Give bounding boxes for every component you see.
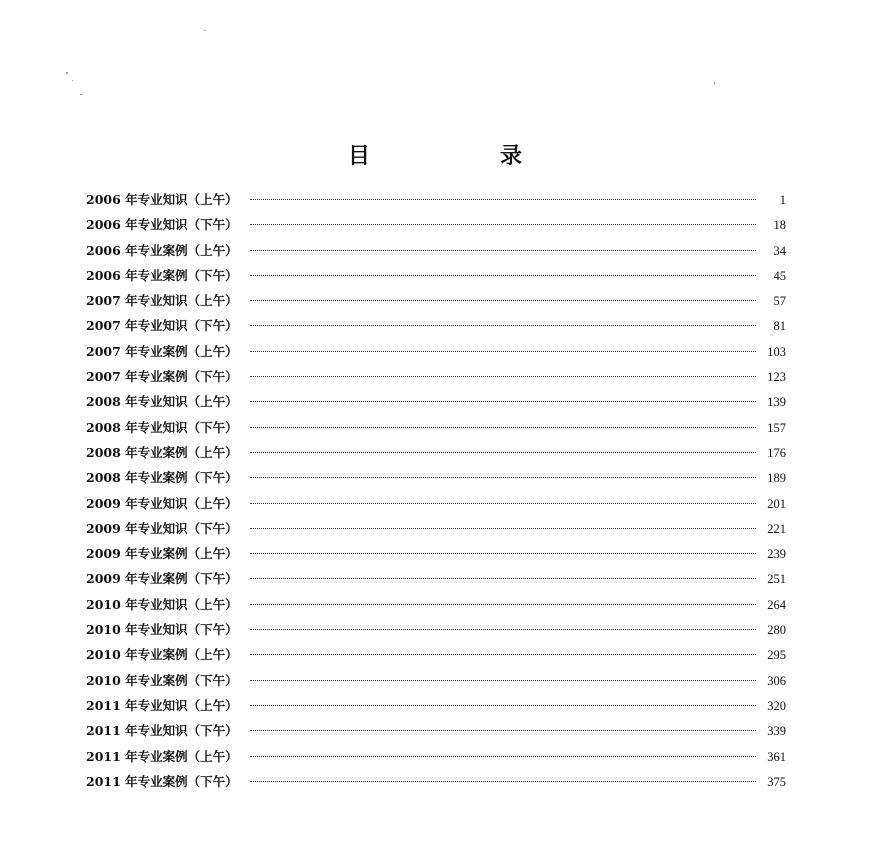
- toc-entry-page-number: 251: [767, 572, 786, 587]
- toc-entry-page-number: 139: [767, 395, 786, 410]
- toc-entry-label: 2011 年专业案例（下午）: [86, 773, 238, 789]
- toc-entry-page-number: 123: [767, 370, 786, 385]
- toc-entry-label: 2007 年专业知识（上午）: [86, 293, 238, 309]
- toc-entry[interactable]: [86, 620, 786, 645]
- toc-entry-label: 2007 年专业案例（上午）: [86, 343, 238, 359]
- toc-entry-label: 2009 年专业知识（上午）: [86, 495, 238, 511]
- dot-leader: [250, 376, 756, 377]
- toc-entry[interactable]: [86, 241, 786, 266]
- toc-entry-label: 2008 年专业案例（下午）: [86, 470, 238, 486]
- toc-entry-page-number: 264: [767, 597, 786, 612]
- dot-leader: [250, 705, 756, 706]
- toc-entry[interactable]: [86, 645, 786, 670]
- toc-entry[interactable]: [86, 367, 786, 392]
- dot-leader: [250, 300, 756, 301]
- dot-leader: [250, 553, 756, 554]
- scan-speck: [204, 30, 206, 31]
- toc-entry-label: 2010 年专业知识（上午）: [86, 596, 238, 612]
- toc-entry[interactable]: [86, 392, 786, 417]
- toc-entry[interactable]: [86, 747, 786, 772]
- dot-leader: [250, 275, 756, 276]
- toc-entry-label: 2006 年专业知识（上午）: [86, 192, 238, 207]
- toc-entry-page-number: 189: [767, 471, 786, 486]
- toc-entry-label: 2011 年专业案例（上午）: [86, 748, 238, 764]
- toc-entry[interactable]: [86, 569, 786, 594]
- toc-entry-label: 2011 年专业知识（上午）: [86, 697, 238, 713]
- dot-leader: [250, 680, 756, 681]
- table-of-contents: [86, 190, 786, 797]
- toc-entry[interactable]: [86, 291, 786, 316]
- scan-speck: [80, 94, 83, 95]
- dot-leader: [250, 781, 756, 782]
- toc-entry-page-number: 103: [767, 344, 786, 359]
- toc-entry-label: 2009 年专业知识（下午）: [86, 520, 238, 536]
- toc-entry-page-number: 295: [767, 648, 786, 663]
- toc-entry-page-number: 306: [767, 673, 786, 688]
- toc-entry[interactable]: [86, 316, 786, 341]
- toc-entry-label: 2008 年专业知识（上午）: [86, 394, 238, 410]
- toc-entry-label: 2010 年专业案例（下午）: [86, 672, 238, 688]
- toc-entry[interactable]: [86, 519, 786, 544]
- toc-entry-page-number: 34: [773, 243, 786, 258]
- toc-entry-page-number: 201: [767, 496, 786, 511]
- toc-entry[interactable]: [86, 595, 786, 620]
- toc-entry-label: 2006 年专业案例（上午）: [86, 242, 238, 258]
- toc-entry[interactable]: [86, 443, 786, 468]
- toc-entry-label: 2008 年专业知识（下午）: [86, 419, 238, 435]
- toc-entry-label: 2010 年专业知识（下午）: [86, 622, 238, 638]
- dot-leader: [250, 401, 756, 402]
- dot-leader: [250, 224, 756, 225]
- page-title: 目 录: [347, 142, 576, 169]
- toc-entry[interactable]: [86, 772, 786, 797]
- toc-entry-page-number: 320: [767, 698, 786, 713]
- toc-entry-page-number: 280: [767, 623, 786, 638]
- dot-leader: [250, 477, 756, 478]
- toc-entry-page-number: 157: [767, 420, 786, 435]
- toc-entry-label: 2009 年专业案例（下午）: [86, 571, 238, 587]
- scan-speck: [66, 72, 68, 74]
- dot-leader: [250, 604, 756, 605]
- toc-entry-page-number: 81: [773, 319, 786, 334]
- toc-entry[interactable]: [86, 494, 786, 519]
- toc-entry[interactable]: [86, 266, 786, 291]
- toc-entry-page-number: 176: [767, 445, 786, 460]
- toc-entry-page-number: 375: [767, 774, 786, 789]
- toc-entry-page-number: 18: [773, 218, 786, 233]
- toc-entry-page-number: 57: [773, 294, 786, 309]
- dot-leader: [250, 629, 756, 630]
- dot-leader: [250, 199, 756, 200]
- toc-entry[interactable]: [86, 190, 786, 215]
- dot-leader: [250, 730, 756, 731]
- toc-entry-label: 2007 年专业案例（下午）: [86, 369, 238, 385]
- toc-entry-page-number: 45: [773, 268, 786, 283]
- toc-entry-page-number: 221: [767, 521, 786, 536]
- toc-entry-label: 2009 年专业案例（上午）: [86, 546, 238, 562]
- dot-leader: [250, 351, 756, 352]
- dot-leader: [250, 654, 756, 655]
- toc-entry-label: 2011 年专业知识（下午）: [86, 723, 238, 739]
- toc-entry-label: 2006 年专业知识（下午）: [86, 217, 238, 233]
- toc-entry[interactable]: [86, 721, 786, 746]
- toc-entry-page-number: 361: [767, 749, 786, 764]
- dot-leader: [250, 503, 756, 504]
- toc-entry-label: 2010 年专业案例（上午）: [86, 647, 238, 663]
- dot-leader: [250, 756, 756, 757]
- scan-speck: [72, 80, 73, 81]
- toc-entry-page-number: 339: [767, 724, 786, 739]
- toc-entry[interactable]: [86, 544, 786, 569]
- toc-entry-label: 2006 年专业案例（下午）: [86, 267, 238, 283]
- toc-entry[interactable]: [86, 215, 786, 240]
- toc-entry[interactable]: [86, 671, 786, 696]
- scan-speck: [714, 82, 715, 84]
- dot-leader: [250, 452, 756, 453]
- toc-entry-page-number: 239: [767, 547, 786, 562]
- dot-leader: [250, 325, 756, 326]
- dot-leader: [250, 250, 756, 251]
- dot-leader: [250, 427, 756, 428]
- toc-entry[interactable]: [86, 468, 786, 493]
- toc-entry[interactable]: [86, 696, 786, 721]
- toc-entry-label: 2008 年专业案例（上午）: [86, 444, 238, 460]
- dot-leader: [250, 528, 756, 529]
- toc-entry[interactable]: [86, 418, 786, 443]
- dot-leader: [250, 578, 756, 579]
- toc-entry-label: 2007 年专业知识（下午）: [86, 318, 238, 334]
- toc-entry[interactable]: [86, 342, 786, 367]
- toc-entry-page-number: 1: [779, 193, 786, 207]
